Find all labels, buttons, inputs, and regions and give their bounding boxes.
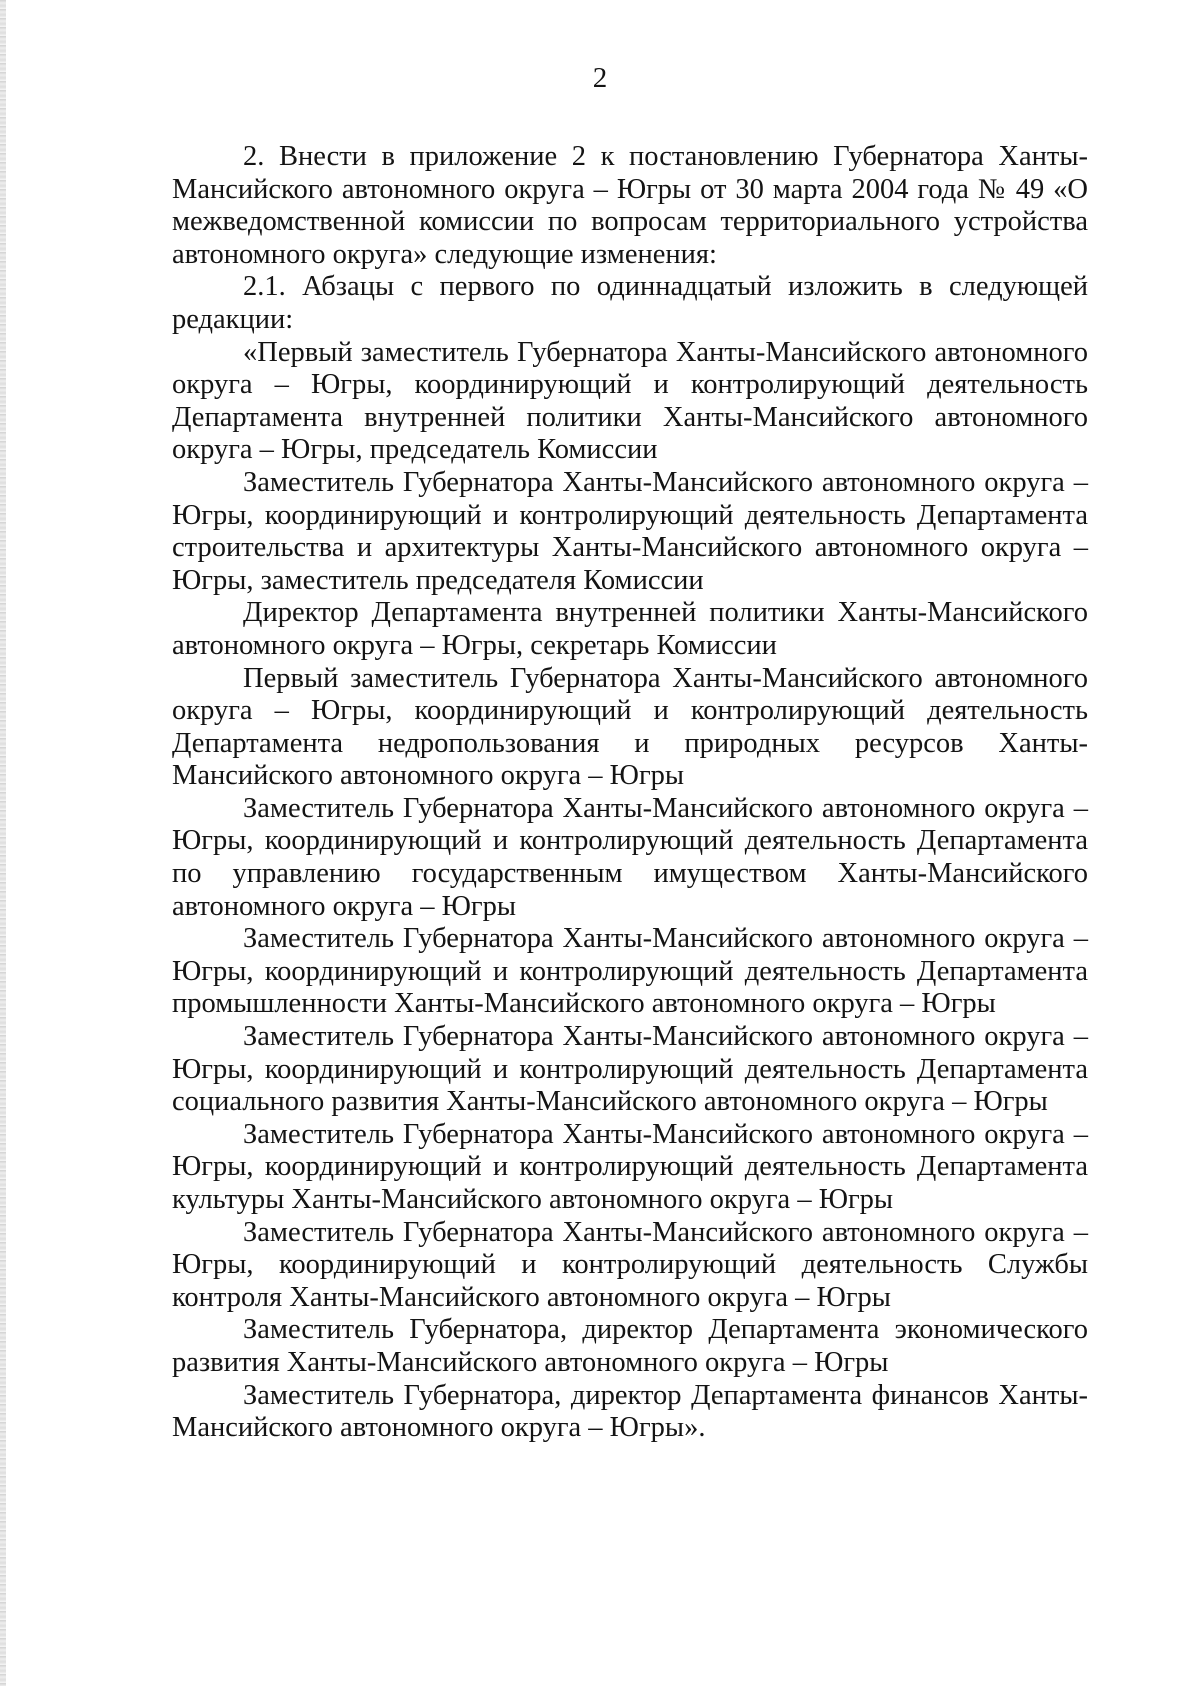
scan-edge-artifact [0,0,6,1686]
page-number: 2 [592,62,608,94]
paragraph-deputy-culture: Заместитель Губернатора Ханты-Мансийского автономного округа – Югры, координирующий и контролирующий деятельность Департамента культуры Ханты-Мансийского автономного округа – Югры [172,1118,1088,1215]
paragraph-deputy-social-development: Заместитель Губернатора Ханты-Мансийского автономного округа – Югры, координирующий и контролирующий деятельность Департамента социального развития Ханты-Мансийского автономного округа – Югры [172,1021,1088,1118]
document-body [172,141,1088,1445]
paragraph-director-internal-policy: Директор Департамента внутренней политики Ханты-Мансийского автономного округа – Югры, секретарь Комиссии [172,597,1088,661]
paragraph-deputy-construction: Заместитель Губернатора Ханты-Мансийского автономного округа – Югры, координирующий и контролирующий деятельность Департамента строительства и архитектуры Ханты-Мансийского автономного округа – Югры, заместитель председателя Комиссии [172,466,1088,596]
paragraph-first-deputy-subsoil: Первый заместитель Губернатора Ханты-Мансийского автономного округа – Югры, координирующий и контролирующий деятельность Департамента недропользования и природных ресурсов Ханты-Мансийского автономного округа – Югры [172,662,1088,792]
paragraph-deputy-control-service: Заместитель Губернатора Ханты-Мансийского автономного округа – Югры, координирующий и контролирующий деятельность Службы контроля Ханты-Мансийского автономного округа – Югры [172,1216,1088,1313]
paragraph-deputy-state-property: Заместитель Губернатора Ханты-Мансийского автономного округа – Югры, координирующий и контролирующий деятельность Департамента по управлению государственным имуществом Ханты-Мансийского автономного округа – Югры [172,792,1088,922]
paragraph-item-2-1: 2.1. Абзацы с первого по одиннадцатый изложить в следующей редакции: [172,271,1088,335]
paragraph-deputy-industry: Заместитель Губернатора Ханты-Мансийского автономного округа – Югры, координирующий и контролирующий деятельность Департамента промышленности Ханты-Мансийского автономного округа – Югры [172,923,1088,1020]
paragraph-deputy-economic-development: Заместитель Губернатора, директор Департамента экономического развития Ханты-Мансийского автономного округа – Югры [172,1314,1088,1378]
paragraph-deputy-finance: Заместитель Губернатора, директор Департамента финансов Ханты-Мансийского автономного округа – Югры». [172,1379,1088,1444]
paragraph-item-2-amendment: 2. Внести в приложение 2 к постановлению Губернатора Ханты-Мансийского автономного округа – Югры от 30 марта 2004 года № 49 «О межведомственной комиссии по вопросам территориального устройства автономного округа» следующие изменения: [172,141,1088,270]
paragraph-first-deputy-internal-policy: «Первый заместитель Губернатора Ханты-Мансийского автономного округа – Югры, координирующий и контролирующий деятельность Департамента внутренней политики Ханты-Мансийского автономного округа – Югры, председатель Комиссии [172,336,1088,466]
